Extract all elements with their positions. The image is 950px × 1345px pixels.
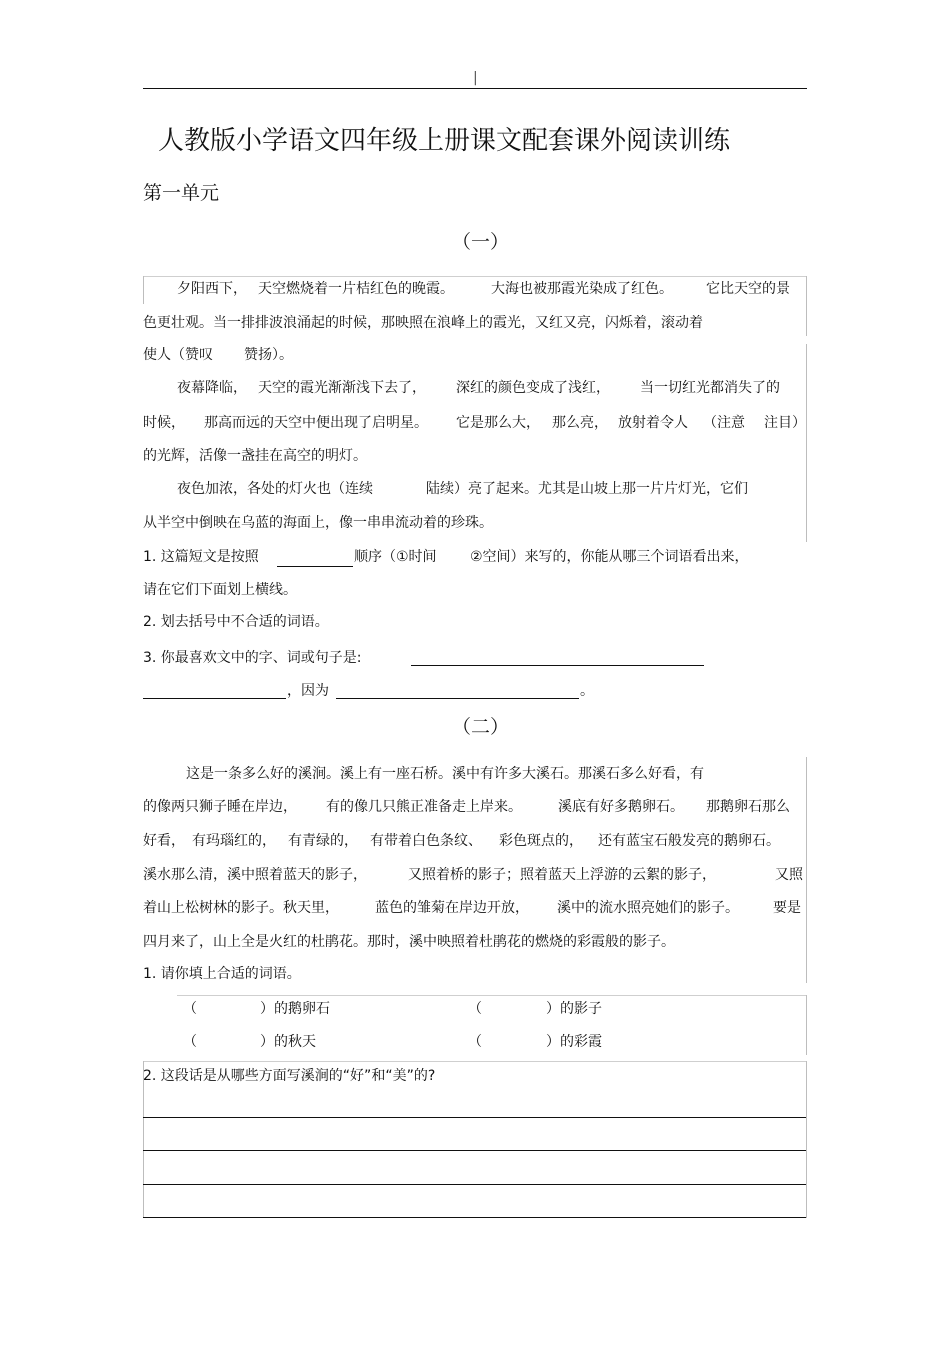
passage2-text: 有的像几只熊正准备走上岸来。 <box>326 799 522 815</box>
passage1-text: 放射着令人 <box>618 415 688 431</box>
passage1-text: 的光辉，活像一盏挂在高空的明灯。 <box>143 448 367 464</box>
border-line <box>177 995 806 996</box>
passage2-text: 要是 <box>773 900 801 916</box>
passage2-text: 有带着白色条纹、 <box>370 833 482 849</box>
section-heading-2: （二） <box>452 716 510 738</box>
passage1-text: 那么亮， <box>552 415 608 431</box>
passage2-text: 溪水那么清，溪中照着蓝天的影子， <box>143 867 367 883</box>
border-line <box>143 276 807 277</box>
passage2-text: 又照 <box>775 867 803 883</box>
fill-open-paren: （ <box>183 1034 197 1050</box>
header-mark: | <box>473 70 478 86</box>
passage2-text: 四月来了，山上全是火红的杜鹃花。那时，溪中映照着杜鹃花的燃烧的彩霞般的影子。 <box>143 934 675 950</box>
passage1-text: 夜色加浓，各处的灯火也（连续 <box>177 481 373 497</box>
question-3: ，因为 <box>287 683 329 699</box>
question-3: 。 <box>580 683 594 699</box>
question-1: 1. 请你填上合适的词语。 <box>143 966 301 982</box>
passage1-text: 从半空中倒映在乌蓝的海面上，像一串串流动着的珍珠。 <box>143 515 493 531</box>
passage1-text: 当一切红光都消失了的 <box>640 380 780 396</box>
passage1-text: 夜幕降临， <box>177 380 247 396</box>
unit-title: 第一单元 <box>143 182 220 204</box>
border-line <box>806 995 807 1055</box>
passage2-text: 的像两只狮子睡在岸边， <box>143 799 297 815</box>
passage2-text: 那鹅卵石那么 <box>706 799 790 815</box>
question-1: 请在它们下面划上横线。 <box>143 582 297 598</box>
answer-line[interactable] <box>143 1150 806 1151</box>
answer-line[interactable] <box>143 1117 806 1118</box>
fill-blank-label: ）的彩霞 <box>546 1034 602 1050</box>
answer-line[interactable] <box>143 1184 806 1185</box>
passage2-text: 溪底有好多鹅卵石。 <box>558 799 684 815</box>
fill-open-paren: （ <box>468 1001 482 1017</box>
fill-open-paren: （ <box>183 1001 197 1017</box>
border-line <box>806 1061 807 1218</box>
section-heading-1: （一） <box>452 231 510 253</box>
passage2-text: 着山上松树林的影子。秋天里， <box>143 900 339 916</box>
passage1-text: 它是那么大， <box>456 415 540 431</box>
fill-open-paren: （ <box>468 1034 482 1050</box>
fill-blank-label: ）的鹅卵石 <box>260 1001 330 1017</box>
passage1-text: 夕阳西下， <box>177 281 247 297</box>
border-line <box>806 344 807 542</box>
passage2-text: 又照着桥的影子；照着蓝天上浮游的云絮的影子， <box>408 867 716 883</box>
passage2-text: 还有蓝宝石般发亮的鹅卵石。 <box>598 833 780 849</box>
passage2-text: 蓝色的雏菊在岸边开放， <box>375 900 529 916</box>
passage1-text: 时候， <box>143 415 185 431</box>
passage2-text: 这是一条多么好的溪涧。溪上有一座石桥。溪中有许多大溪石。那溪石多么好看，有 <box>186 766 704 782</box>
header-rule <box>143 88 807 89</box>
passage2-text: 彩色斑点的， <box>499 833 583 849</box>
passage1-text: 注目） <box>764 415 806 431</box>
passage1-text: 陆续）亮了起来。尤其是山坡上那一片片灯光，它们 <box>426 481 748 497</box>
page-title: 人教版小学语文四年级上册课文配套课外阅读训练 <box>158 126 731 156</box>
passage1-text: 那高而远的天空中便出现了启明星。 <box>204 415 428 431</box>
passage1-text: （注意 <box>703 415 745 431</box>
passage1-text: 它比天空的景 <box>706 281 790 297</box>
passage1-text: 天空燃烧着一片桔红色的晚霞。 <box>258 281 454 297</box>
border-line <box>143 276 144 304</box>
passage2-text: 有玛瑙红的， <box>192 833 276 849</box>
answer-blank[interactable] <box>277 566 353 567</box>
passage1-text: 色更壮观。当一排排波浪涌起的时候，那映照在浪峰上的霞光，又红又亮，闪烁着，滚动着 <box>143 315 703 331</box>
passage1-text: 深红的颜色变成了浅红， <box>456 380 610 396</box>
border-line <box>806 757 807 983</box>
passage1-text: 天空的霞光渐渐浅下去了， <box>258 380 426 396</box>
border-line <box>143 1061 806 1062</box>
passage2-text: 有青绿的， <box>288 833 358 849</box>
question-2: 2. 这段话是从哪些方面写溪涧的“好”和“美”的? <box>143 1068 436 1084</box>
passage2-text: 溪中的流水照亮她们的影子。 <box>557 900 739 916</box>
border-line <box>806 276 807 336</box>
fill-blank-label: ）的秋天 <box>260 1034 316 1050</box>
passage1-text: 赞扬）。 <box>244 347 293 363</box>
question-2: 2. 划去括号中不合适的词语。 <box>143 614 329 630</box>
question-1: ②空间）来写的，你能从哪三个词语看出来， <box>470 549 749 565</box>
passage1-text: 大海也被那霞光染成了红色。 <box>491 281 673 297</box>
answer-line[interactable] <box>143 1217 806 1218</box>
question-1: 顺序（①时间 <box>354 549 437 565</box>
passage1-text: 使人（赞叹 <box>143 347 213 363</box>
passage2-text: 好看， <box>143 833 185 849</box>
fill-blank-label: ）的影子 <box>546 1001 602 1017</box>
question-3: 3. 你最喜欢文中的字、词或句子是: <box>143 650 362 666</box>
answer-blank[interactable] <box>336 698 579 699</box>
question-1: 1. 这篇短文是按照 <box>143 549 259 565</box>
answer-blank[interactable] <box>143 698 286 699</box>
answer-blank[interactable] <box>411 665 704 666</box>
